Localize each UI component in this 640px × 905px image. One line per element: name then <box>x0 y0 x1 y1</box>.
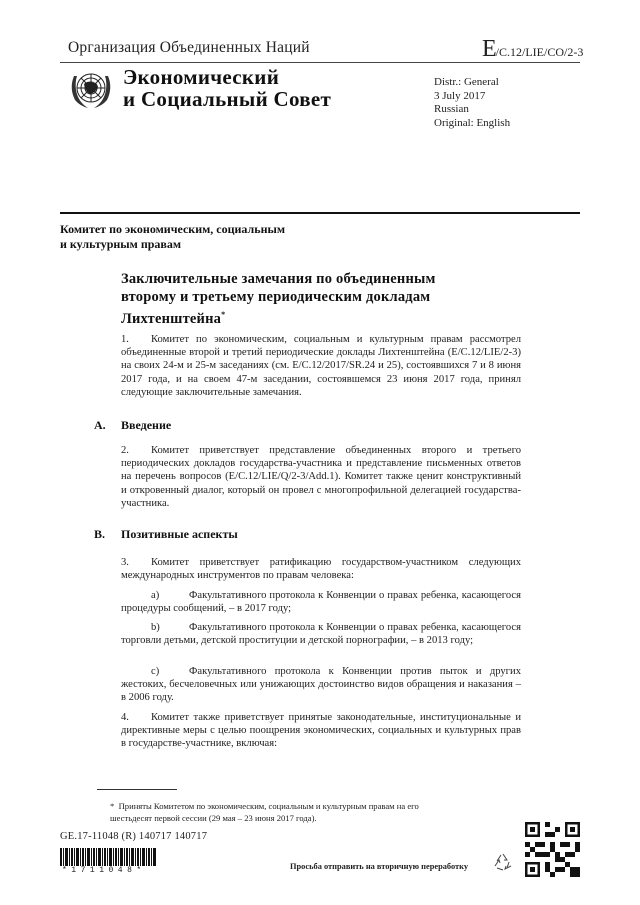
paragraph-text: Комитет приветствует представление объединенных второго и третьего периодических докладов государства-участника и представление письменных ответов на перечень вопросов (E/C.12/LIE/Q/2-3/Add.1). Комитет также ценит конструктивный и откровенный диалог, который он провел с многопрофильной делегацией государства-участника. <box>121 445 521 509</box>
un-emblem-icon <box>66 66 116 114</box>
paragraph-2 <box>121 444 521 510</box>
subparagraph-text: Факультативного протокола к Конвенции о правах ребенка, касающегося торговли детьми, детской проституции и детской порнографии, – в 2013 году; <box>121 622 521 647</box>
section-heading-b <box>94 527 238 542</box>
header-rule <box>60 62 580 63</box>
paragraph-text: Комитет по экономическим, социальным и культурным правам рассмотрел объединенные второй и третий периодические доклады Лихтенштейна (E/C.12/LIE/2-3) на своих 24-м и 25-м заседаниях (см. E/C.12/2017/SR.24 и 25), состоявшихся 7 и 8 июня 2017 года, и на своем 47-м заседании, состоявшемся 23 июня 2017 года, принял следующие заключительные замечания. <box>121 334 521 398</box>
title-line1: Заключительные замечания по объединенным <box>121 271 436 287</box>
job-code: GE.17-11048 (R) 140717 140717 <box>60 831 208 842</box>
council-name <box>123 66 331 110</box>
subparagraph-3b <box>121 621 521 647</box>
symbol-prefix: E <box>482 36 496 62</box>
distr-general: Distr.: General <box>434 76 499 88</box>
subparagraph-text: Факультативного протокола к Конвенции против пыток и других жестоких, бесчеловечных или унижающих достоинство видов обращения и наказания – в 2006 году. <box>121 666 521 704</box>
organization-name: Организация Объединенных Наций <box>68 39 310 56</box>
distr-original: Original: English <box>434 116 511 129</box>
paragraph-3 <box>121 556 521 582</box>
footnote-marker: * <box>110 801 115 811</box>
paragraph-number: 1. <box>121 334 129 345</box>
recycle-icon <box>493 852 513 872</box>
barcode-icon <box>60 848 156 866</box>
footnote <box>110 800 440 824</box>
distr-date: 3 July 2017 <box>434 89 486 102</box>
subparagraph-3a <box>121 589 521 615</box>
committee-line1: Комитет по экономическим, социальным <box>60 222 286 236</box>
paragraph-4 <box>121 711 521 751</box>
paragraph-text: Комитет также приветствует принятые законодательные, институциональные и директивные меры с целью поощрения экономических, социальных и культурных прав в государстве-участнике, включая: <box>121 712 521 750</box>
subparagraph-label: b) <box>151 622 160 633</box>
section-title: Позитивные аспекты <box>121 527 238 541</box>
paragraph-number: 2. <box>121 445 129 456</box>
paragraph-text: Комитет приветствует ратификацию государством-участником следующих международных инструментов по правам человека: <box>121 557 521 582</box>
subparagraph-3c <box>121 665 521 705</box>
section-letter: A. <box>94 418 106 432</box>
footnote-marker: * <box>221 310 226 319</box>
document-symbol <box>482 36 583 63</box>
distr-language: Russian <box>434 103 469 115</box>
committee-line2: и культурным правам <box>60 237 182 251</box>
footnote-rule <box>97 789 177 790</box>
section-title: Введение <box>121 418 172 432</box>
distribution-info <box>434 76 510 130</box>
subparagraph-text: Факультативного протокола к Конвенции о правах ребенка, касающегося процедуры сообщений, – в 2017 году; <box>121 590 521 615</box>
title-line3: Лихтенштейна <box>121 310 222 327</box>
thick-rule <box>60 212 580 214</box>
title-line2: второму и третьему периодическим докладам <box>121 288 431 305</box>
paragraph-1 <box>121 333 521 399</box>
qr-code-icon <box>525 822 580 877</box>
symbol-rest: /C.12/LIE/CO/2-3 <box>495 45 584 59</box>
council-name-line1: Экономический <box>123 65 280 89</box>
subparagraph-label: c) <box>151 666 160 677</box>
footnote-text: Приняты Комитетом по экономическим, социальным и культурным правам на его шестьдесят первой сессии (29 мая – 23 июня 2017 года). <box>110 801 419 823</box>
paragraph-number: 4. <box>121 712 129 723</box>
document-title <box>121 271 521 328</box>
barcode-number: *1711048* <box>62 866 146 875</box>
section-heading-a <box>94 418 171 433</box>
section-letter: B. <box>94 527 106 541</box>
committee-name <box>60 222 285 252</box>
recycle-notice: Просьба отправить на вторичную переработку <box>290 862 469 871</box>
council-name-line2: и Социальный Совет <box>123 87 332 111</box>
paragraph-number: 3. <box>121 557 129 568</box>
subparagraph-label: a) <box>151 590 160 601</box>
